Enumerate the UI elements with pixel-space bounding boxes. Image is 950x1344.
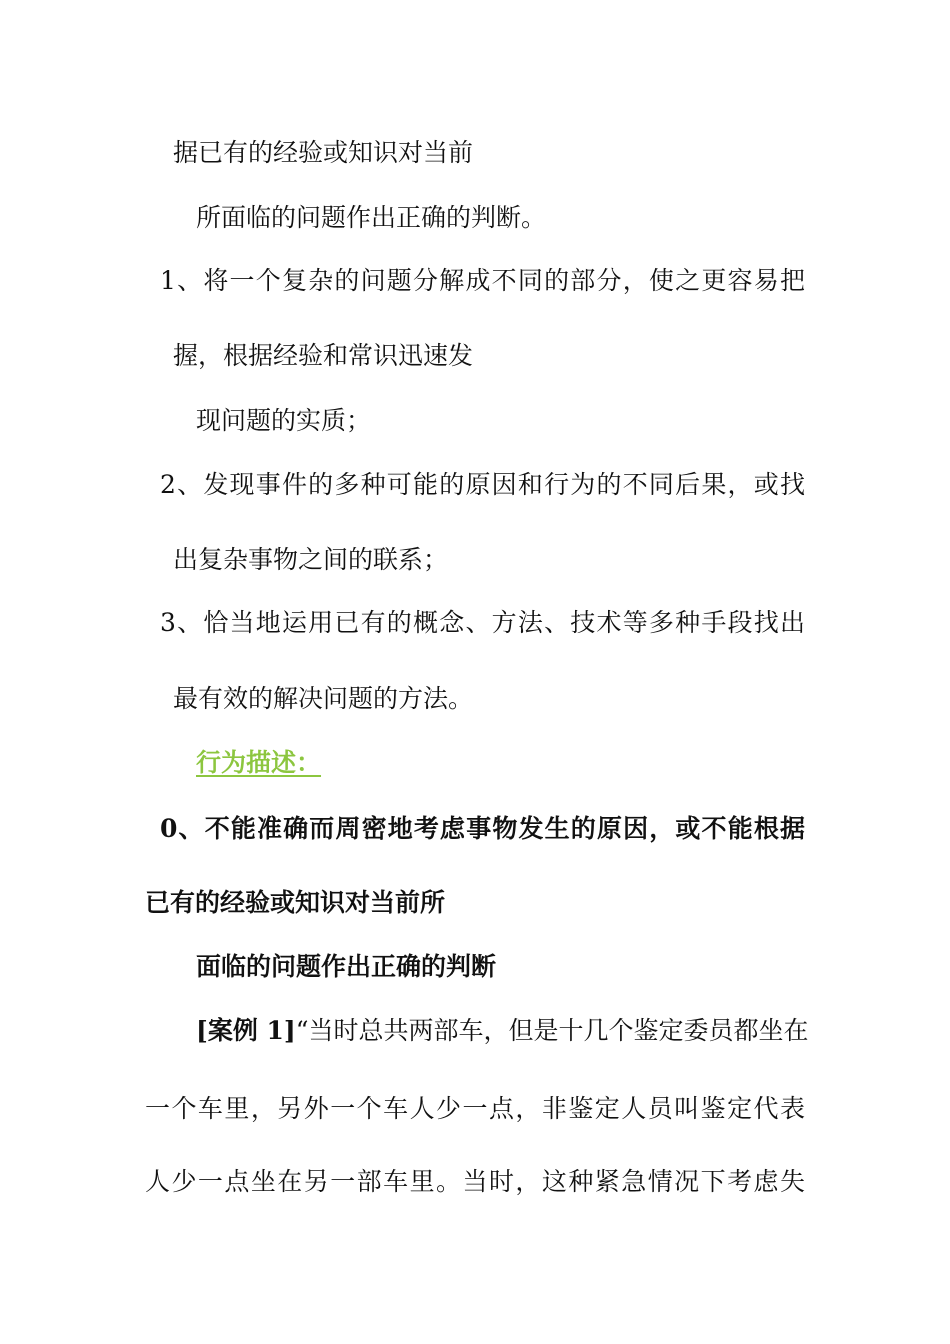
level0-line: 面临的问题作出正确的判断 xyxy=(196,952,497,981)
list-item-1: 1、将一个复杂的问题分解成不同的部分，使之更容易把 xyxy=(160,266,805,295)
text-line: 所面临的问题作出正确的判断。 xyxy=(196,203,547,232)
list-item-2: 2、发现事件的多种可能的原因和行为的不同后果，或找 xyxy=(160,470,805,499)
text-line: 最有效的解决问题的方法。 xyxy=(173,684,474,713)
text-line: 握，根据经验和常识迅速发 xyxy=(173,341,474,370)
case-line: 人少一点坐在另一部车里。当时，这种紧急情况下考虑失 xyxy=(145,1167,805,1196)
text-line: 出复杂事物之间的联系； xyxy=(173,545,449,574)
list-item-3: 3、恰当地运用已有的概念、方法、技术等多种手段找出 xyxy=(160,608,805,637)
case-first-line xyxy=(196,1016,809,1045)
level0-line: 0、不能准确而周密地考虑事物发生的原因，或不能根据 xyxy=(160,814,805,843)
level0-line: 已有的经验或知识对当前所 xyxy=(145,888,446,917)
section-heading: 行为描述： xyxy=(196,748,322,777)
text-line: 现问题的实质； xyxy=(196,406,372,435)
case-label: [案例 1] xyxy=(196,1016,296,1045)
case-text: “当时总共两部车，但是十几个鉴定委员都坐在 xyxy=(295,1016,809,1045)
case-line: 一个车里，另外一个车人少一点，非鉴定人员叫鉴定代表 xyxy=(145,1094,805,1123)
text-line: 据已有的经验或知识对当前 xyxy=(173,138,474,167)
